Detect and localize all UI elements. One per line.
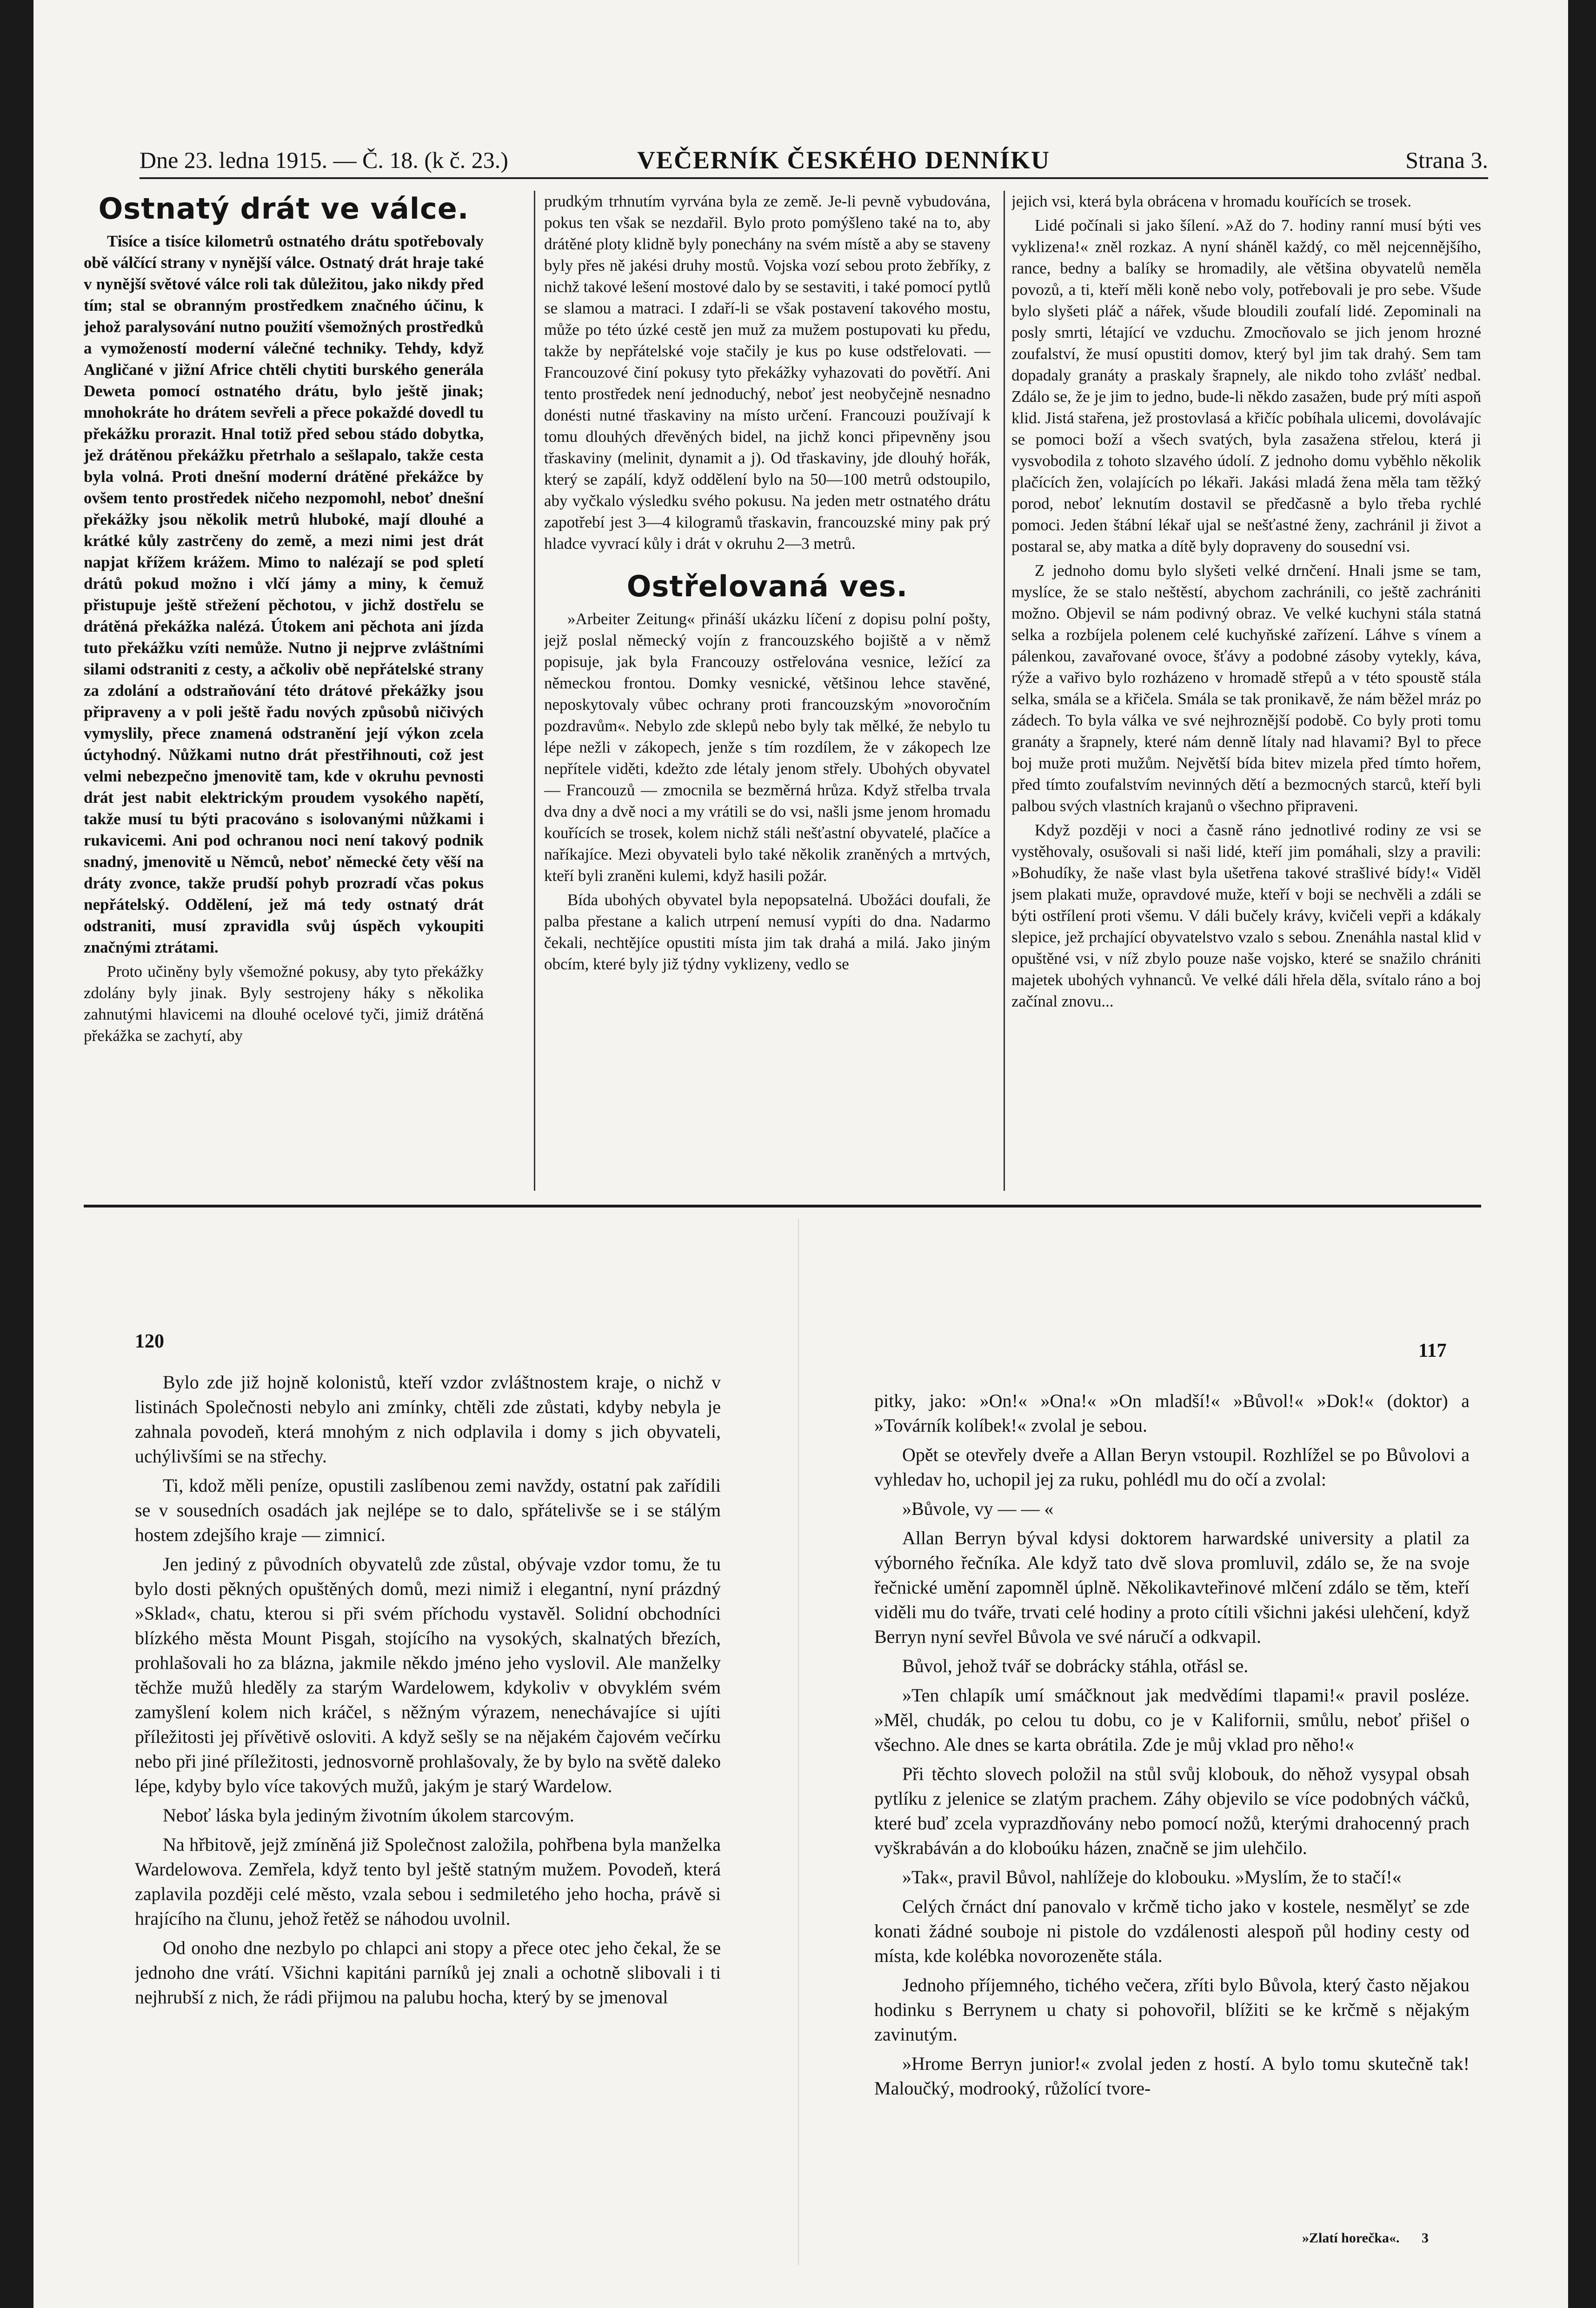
column-divider <box>534 191 535 1191</box>
book-paragraph: »Bůvole, vy — — « <box>902 1498 1054 1519</box>
article-heading-barbed-wire: Ostnatý drát ve válce. <box>98 192 469 226</box>
article-paragraph: »Arbeiter Zeitung« přináší ukázku líčení z dopisu polní pošty, jejž poslal německý vojín z francouzského bojiště a v němž popisuje, jak byla Francouzy ostřelována vesnice, ležící za německou frontou. Domky vesnické, většinou lehce stavěné, neposkytovaly vůbec ochrany proti francouzským »novoročním pozdravům«. Nebylo zde sklepů nebo byly tak mělké, že nebylo tu lépe nežli v zákopech, jenže s tím rozdílem, že v zákopech lze nepřítele viděti, kdežto zde létaly jenom střely. Ubohých obyvatel — Francouzů — zmocnila se bezměrná hrůza. Když střelba trvala dva dny a dvě noci a my vrátili se do vsi, našli jsme jenom hromadu kouřících se trosek, kolem nichž stáli nešťastní obyvatelé, plačíce a naříkajíce. Mezi obyvateli bylo také několik zraněných a mrtvých, kteří byli zraněni kulemi, když hasili požár. <box>544 610 991 885</box>
signature-number: 3 <box>1421 2230 1429 2246</box>
book-paragraph: Jen jediný z původních obyvatelů zde zůstal, obývaje vzdor tomu, že tu bylo dosti pěkných opuštěných domů, mezi nimiž i elegantní, nyní prázdný »Sklad«, chatu, kterou si při svém příchodu vystavěl. Solidní obchodníci blízkého města Mount Pisgah, stojícího na vysokých, skalnatých březích, prohlašovali ho za blázna, jakmile někdo jméno jeho vyslovil. Ale manželky těchže mužů hleděly za starým Wardelowem, kdykoliv v obvyklém svém zamyšlení kolem nich kráčel, s něžným výrazem, nenechávajíce si ujíti příležitosti jej přívětivě osloviti. A když sešly se na nějakém čajovém večírku nebo při jiné příležitosti, jednosvorně prohlašovaly, že by bylo na světě daleko lépe, kdyby bylo více takových mužů, jakým je starý Wardelow. <box>135 1554 721 1796</box>
book-title-footer: »Zlatí horečka«. <box>1302 2230 1400 2246</box>
book-paragraph: Bylo zde již hojně kolonistů, kteří vzdor zvláštnostem kraje, o nichž v listinách Společnosti nebylo ani zmínky, chtěli zde zůstati, kdyby nebyla je zahnala povodeň, která mnohým z nich odplavila i domy s jich obyvateli, uchýlivšími se na střechy. <box>135 1372 721 1467</box>
article-paragraph: Když později v noci a časně ráno jednotlivé rodiny ze vsi se vystěhovaly, osušovali si naši lidé, kteří jim pomáhali, slzy a pravili: »Bohudíky, že naše vlast byla ušetřena takové strašlivé bídy!« Viděl jsem plakati muže, opravdové muže, kteří v boji se nechvěli a zdáli se býti ostřílení proti všemu. V dáli bučely krávy, kvičeli vepři a kdákaly slepice, jež prchající obyvatelstvo vzalo s sebou. Znenáhla nastal klid v opuštěné vsi, v níž zbylo pouze naše vojsko, které se snažilo chrániti majetek ubohých vyhnanců. Ve velké dáli hřela děla, svítalo ráno a boj začínal znovu... <box>1011 821 1481 1010</box>
article-continuation: jejich vsi, která byla obrácena v hromadu kouřících se trosek. <box>1011 192 1412 210</box>
book-page-left <box>135 1370 721 2244</box>
article-lead: Tisíce a tisíce kilometrů ostnatého drátu spotřebovaly obě válčící strany v nynější válce. Ostnatý drát hraje také v nynější světové válce roli tak důležitou, jako nikdy před tím; stal se obranným prostředkem značného účinu, k jehož paralysování nutno použití všemožných prostředků a vymožeností moderní válečné techniky. Tehdy, když Angličané v jižní Africe chtěli chytiti burského generála Deweta pomocí ostnatého drátu, bylo ještě jinak; mnohokráte ho drátem sevřeli a přece pokaždé dovedl tu překážku prorazit. Hnal totiž před sebou stádo dobytka, jež drátěnou překážku přetrhalo a sešlapalo, takže cesta byla volná. Proti dnešní moderní drátěné překážce by ovšem tento prostředek ničeho nezpomohl, neboť dnešní překážky jsou několik metrů hluboké, mají dlouhé a krátké kůly zastrčeny do země, a mezi nimi jest drát napjat křížem krážem. Mimo to nalézají se pod spletí drátů pokud možno i vlčí jámy a miny, k čemuž přistupuje ještě střežení pěchotou, v jichž dostřelu se drátěná překážka nalézá. Útokem ani pěchota ani jízda tuto překážku vzíti nemůže. Nutno ji nejprve zvláštními silami odstraniti z cesty, a ačkoliv obě nepřátelské strany za zdolání a odstraňování této drátové překážky jsou připraveny a v poli ještě řadu nových způsobů ničivých vymyslily, přece znamená odstranění její výkon zcela úctyhodný. Nůžkami nutno drát přestřihnouti, což jest velmi nebezpečno jmenovitě tam, kde v okruhu pevnosti drát jest nabit elektrickým proudem vysokého napětí, takže musí tu býti pracováno s isolovanými nůžkami i rukavicemi. Ani pod ochranou noci není takový podnik snadný, jmenovitě u Němců, neboť německé čety věší na dráty zvonce, takže prudší pohyb prozradí včas pokus nepřátelský. Oddělení, jež má tedy ostnatý drát odstraniti, musí zpravidla svůj úspěch vykoupiti značnými ztrátami. <box>84 232 484 956</box>
book-paragraph: »Tak«, pravil Bůvol, nahlížeje do klobouku. »Myslím, že to stačí!« <box>902 1867 1402 1888</box>
newspaper-bottom-rule <box>84 1205 1481 1207</box>
issue-date: Dne 23. ledna 1915. — Č. 18. (k č. 23.) <box>140 147 508 173</box>
column-divider <box>1004 191 1005 1191</box>
book-paragraph: Bůvol, jehož tvář se dobrácky stáhla, otřásl se. <box>902 1655 1249 1676</box>
book-paragraph: Na hřbitově, jejž zmíněná již Společnost založila, pohřbena byla manželka Wardelowova. Zemřela, když tento byl ještě statným mužem. Povodeň, která zaplavila později celé město, vzala sebou i sedmiletého jeho hocha, právě si hrajícího na člunu, jehož řetěž se náhodou uvolnil. <box>135 1834 721 1929</box>
book-paragraph: »Hrome Berryn junior!« zvolal jeden z hostí. A bylo tomu skutečně tak! Maloučký, modrooký, růžolící tvore- <box>874 2053 1470 2099</box>
book-paragraph: Neboť láska byla jediným životním úkolem starcovým. <box>163 1805 574 1826</box>
book-gutter <box>798 1219 799 2265</box>
article-paragraph: Z jednoho domu bylo slyšeti velké drnčení. Hnali jsme se tam, myslíce, že se stalo neštěstí, abychom zachránili, co ještě zachrániti možno. Objevil se nám podivný obraz. Ve velké kuchyni stála statná selka a rozbíjela polenem celé kuchyňské zařízení. Láhve s vínem a pálenkou, zavařované ovoce, šťávy a podobné zásoby vytekly, káva, rýže a vařivo bylo rozházeno v hromadě střepů a v této spoustě stála selka, smála se a křičela. Smála se tak pronikavě, že nám běžel mráz po zádech. To byla válka ve své nejhroznější podobě. Co byly proti tomu granáty a šrapnely, které nám denně lítaly nad hlavami? Byl to přece boj muže proti mužům. Největší bída bitev mizela před tímto hořem, před tímto zoufalstvím nevinných dětí a bezmocných starců, kteří byli palbou svých vlastních krajanů o všechno připraveni. <box>1011 561 1481 815</box>
newspaper-column-3 <box>1011 191 1481 1191</box>
header-rule <box>140 177 1488 179</box>
article-continuation: prudkým trhnutím vyrvána byla ze země. Je-li pevně vybudována, pokus ten však se nezdařil. Bylo proto pomýšleno také na to, aby drátěné ploty klidně byly ponechány na svém místě a aby se staveny byly přes ně jakési druhy mostů. Vojska vozí sebou proto žebříky, z nichž takové lešení mostové dalo by se sestaviti, i také pomocí pytlů se slamou a matraci. I zdaří-li se však postavení takového mostu, může po této úzké cestě jen muž za mužem postupovati ku předu, takže by nepřátelské voje stačily je kus po kuse odstřelovati. — Francouzové činí pokusy tyto překážky vyhazovati do povětří. Ani tento prostředek není jednoduchý, neboť jest neobyčejně nesnadno donésti nutné třaskaviny na místo určení. Francouzi používají k tomu dlouhých dřevěných bidel, na jichž konci připevněny jsou třaskaviny (melinit, dynamit a j). Od třaskaviny, jde dlouhý hořák, který se zapálí, když oddělení bylo na 50—100 metrů odstoupilo, aby vyčkalo výsledku svého pokusu. Na jeden metr ostnatého drátu zapotřebí jest 3—4 kilogramů třaskavin, francouzské miny pak prý hladce vyvrací kůly i drát v okruhu 2—3 metrů. <box>544 192 991 553</box>
book-paragraph: Od onoho dne nezbylo po chlapci ani stopy a přece otec jeho čekal, že se jednoho dne vrátí. Všichni kapitáni parníků jej znali a ochotně slibovali i ti nejhrubší z nich, že rádi přijmou na palubu hocha, který by se jmenoval <box>135 1937 721 2008</box>
book-signature-footer <box>1302 2230 1447 2246</box>
article-heading-shelled-village: Ostřelovaná ves. <box>626 569 908 603</box>
book-page-number-left: 120 <box>135 1331 164 1352</box>
newspaper-title: VEČERNÍK ČESKÉHO DENNÍKU <box>637 146 1051 174</box>
newspaper-column-1 <box>84 191 484 1191</box>
scan-border-right <box>1568 0 1596 2308</box>
book-page-right <box>874 1388 1470 2244</box>
newspaper-column-2 <box>544 191 991 1191</box>
book-page-number-right: 117 <box>1418 1340 1447 1361</box>
book-paragraph: »Ten chlapík umí smáčknout jak medvědími tlapami!« pravil posléze. »Měl, chudák, po celou tu dobu, co je v Kalifornii, smůlu, neboť přišel o všechno. Ale dnes se karta obrátila. Zde je můj vklad pro něho!« <box>874 1685 1470 1755</box>
article-paragraph: Proto učiněny byly všemožné pokusy, aby tyto překážky zdolány byly jinak. Byly sestrojeny háky s několika zahnutými hlavicemi na dlouhé ocelové tyči, jimiž drátěná překážka se zachytí, aby <box>84 962 484 1045</box>
article-paragraph: Bída ubohých obyvatel byla nepopsatelná. Ubožáci doufali, že palba přestane a kalich utrpení nemusí vypíti do dna. Nadarmo čekali, nechtějíce opustiti místa jim tak drahá a milá. Jako jiným obcím, které byly již týdny vyklizeny, vedlo se <box>544 891 991 973</box>
newspaper-page-number: Strana 3. <box>1405 147 1488 173</box>
book-paragraph: Celých črnáct dní panovalo v krčmě ticho jako v kostele, nesmělyť se zde konati žádné souboje ni pistole do vzdálenosti alespoň půl hodiny cesty od místa, kde kolébka novorozeněte stála. <box>874 1896 1470 1966</box>
scan-border-left <box>0 0 33 2308</box>
book-paragraph: Ti, kdož měli peníze, opustili zaslíbenou zemi navždy, ostatní pak zařídili se v sousedních osadách jak nejlépe se to dalo, spřátelivše se i se stálým hostem zdejšího kraje — zimnicí. <box>135 1475 721 1545</box>
book-paragraph: Při těchto slovech položil na stůl svůj klobouk, do něhož vysypal obsah pytlíku z jelenice se zlatým prachem. Záhy objevilo se více podobných váčků, které buď zcela vyprazdňovány nebo pomocí nožů, kterými drahocenný prach vyškrabáván a do kloboúku házen, značně se jim ulehčilo. <box>874 1763 1470 1858</box>
book-paragraph: Opět se otevřely dveře a Allan Beryn vstoupil. Rozhlížel se po Bůvolovi a vyhledav ho, uchopil jej za ruku, pohlédl mu do očí a zvolal: <box>874 1444 1470 1490</box>
newspaper-header <box>140 142 1488 179</box>
book-paragraph: Jednoho příjemného, tichého večera, zříti bylo Bůvola, který často nějakou hodinku s Berrynem u chaty si pohovořil, blížiti se ke krčmě s nějakým zavinutým. <box>874 1974 1470 2045</box>
book-paragraph: pitky, jako: »On!« »Ona!« »On mladší!« »Bůvol!« »Dok!« (doktor) a »Továrník kolíbek!« zvolal je sebou. <box>874 1390 1470 1436</box>
article-paragraph: Lidé počínali si jako šílení. »Až do 7. hodiny ranní musí býti ves vyklizena!« zněl rozkaz. A nyní sháněl každý, co měl nejcennějšího, rance, bedny a balíky se hromadily, ale většina obyvatelů neměla povozů, a ti, kteří měli koně nebo voly, potřebovali je pro sebe. Všude bylo slyšeti pláč a nářek, všude bloudili zoufalí lidé. Zepominali na posly smrti, létající ve vzduchu. Zmocňovalo se jich jenom hrozné zoufalství, že musí opustiti domov, který byl jim tak drahý. Sem tam dopadaly granáty a praskaly šrapnely, ale nikdo toho zvlášť nedbal. Zdálo se, že je jim to jedno, bude-li někdo zasažen, bude prý míti aspoň klid. Jistá stařena, jež prostovlasá a křičíc pobíhala ulicemi, dovolávajíc se pomoci boží a všech svatých, byla zasažena střelou, která ji vysvobodila z tohoto slzavého údolí. Z jednoho domu vyběhlo několik plačících žen, volajících po lékaři. Jakási mladá žena měla tam těžký porod, neboť leknutím dostavil se předčasně a bylo třeba rychlé pomoci. Jeden štábní lékař ujal se nešťastné ženy, zachránil ji život a postaral se, aby matka a dítě byly dopraveny do sousední vsi. <box>1011 216 1481 555</box>
book-paragraph: Allan Berryn býval kdysi doktorem harwardské university a platil za výborného řečníka. Ale když tato dvě slova promluvil, zdálo se, že na svoje řečnické umění zapomněl úplně. Několikavteřinové mlčení zdálo se těm, kteří viděli mu do tváře, trvati celé hodiny a proto cítili všichni jakési ulehčení, když Berryn nyní sevřel Bůvola ve své náručí a odkvapil. <box>874 1528 1470 1647</box>
